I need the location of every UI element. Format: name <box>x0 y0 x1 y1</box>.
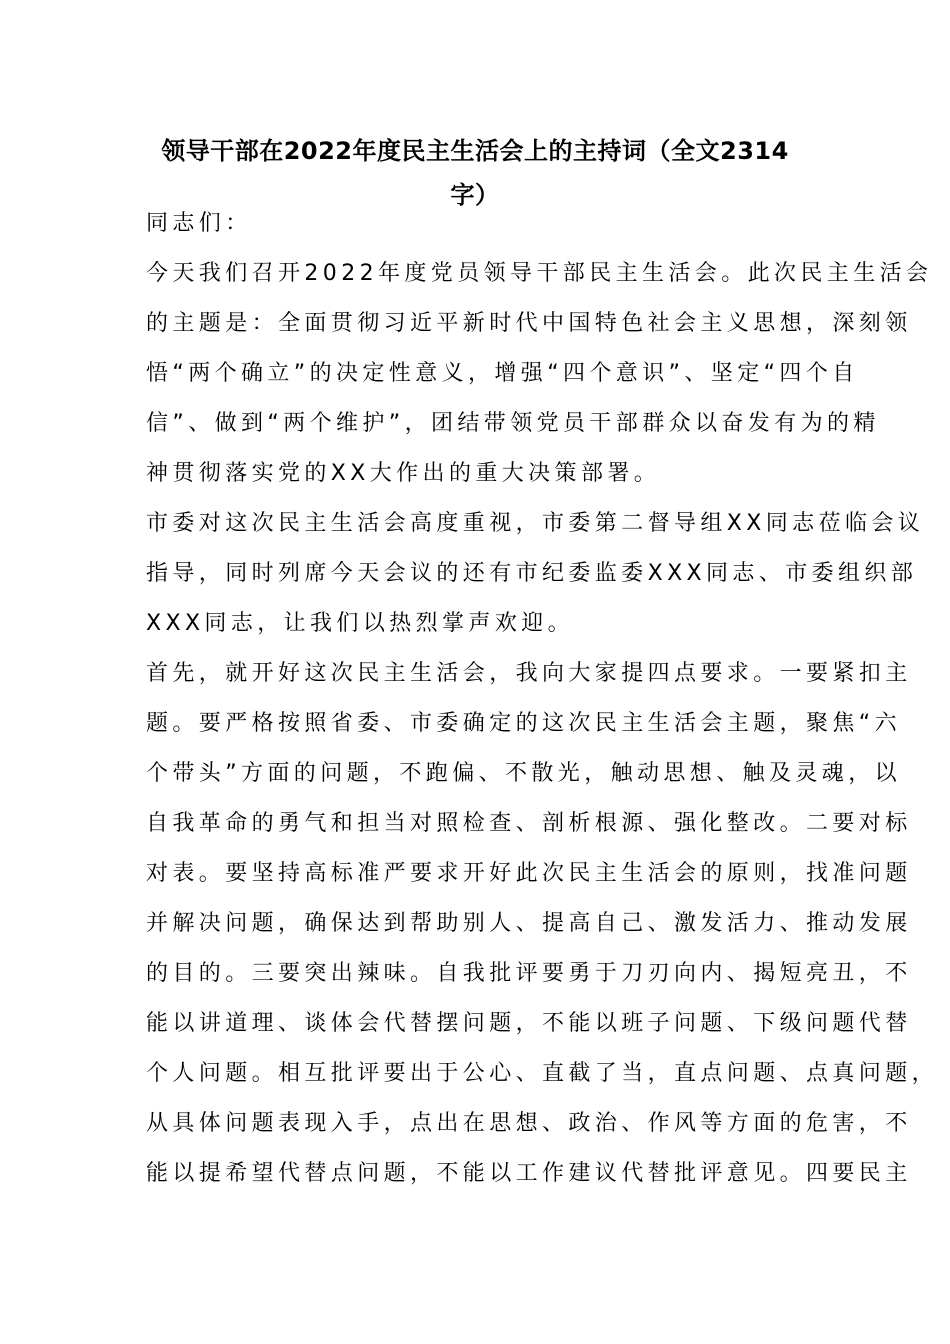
paragraph-line: 能以提希望代替点问题，不能以工作建议代替批评意见。四要民主 <box>146 1161 912 1186</box>
paragraph-line: 的目的。三要突出辣味。自我批评要勇于刀刃向内、揭短亮丑，不 <box>146 961 912 986</box>
paragraph-line: 自我革命的勇气和担当对照检查、剖析根源、强化整改。二要对标 <box>146 811 912 836</box>
paragraph-line: 今天我们召开2022年度党员领导干部民主生活会。此次民主生活会 <box>146 261 933 286</box>
paragraph-line: 指导，同时列席今天会议的还有市纪委监委XXX同志、市委组织部 <box>146 561 918 586</box>
paragraph-line: XXX同志，让我们以热烈掌声欢迎。 <box>146 611 575 636</box>
paragraph-line: 个带头”方面的问题，不跑偏、不散光，触动思想、触及灵魂，以 <box>146 761 901 786</box>
paragraph-line: 能以讲道理、谈体会代替摆问题，不能以班子问题、下级问题代替 <box>146 1011 912 1036</box>
paragraph-line: 悟“两个确立”的决定性意义，增强“四个意识”、坚定“四个自 <box>146 361 859 386</box>
paragraph-line: 题。要严格按照省委、市委确定的这次民主生活会主题，聚焦“六 <box>146 711 901 736</box>
paragraph-line: 从具体问题表现入手，点出在思想、政治、作风等方面的危害，不 <box>146 1111 912 1136</box>
paragraph-line: 个人问题。相互批评要出于公心、直截了当，直点问题、点真问题， <box>146 1061 939 1086</box>
paragraph-line: 信”、做到“两个维护”，团结带领党员干部群众以奋发有为的精 <box>146 411 880 436</box>
paragraph-line: 首先，就开好这次民主生活会，我向大家提四点要求。一要紧扣主 <box>146 661 912 686</box>
paragraph-line: 的主题是：全面贯彻习近平新时代中国特色社会主义思想，深刻领 <box>146 311 912 336</box>
salutation: 同志们： <box>146 211 252 236</box>
paragraph-line: 并解决问题，确保达到帮助别人、提高自己、激发活力、推动发展 <box>146 911 912 936</box>
paragraph-line: 对表。要坚持高标准严要求开好此次民主生活会的原则，找准问题 <box>146 861 912 886</box>
paragraph-line: 神贯彻落实党的XX大作出的重大决策部署。 <box>146 461 661 486</box>
document-title-line-1: 领导干部在2022年度民主生活会上的主持词（全文2314 <box>161 137 789 165</box>
document-title-line-2: 字） <box>450 181 500 209</box>
paragraph-line: 市委对这次民主生活会高度重视，市委第二督导组XX同志莅临会议 <box>146 511 925 536</box>
